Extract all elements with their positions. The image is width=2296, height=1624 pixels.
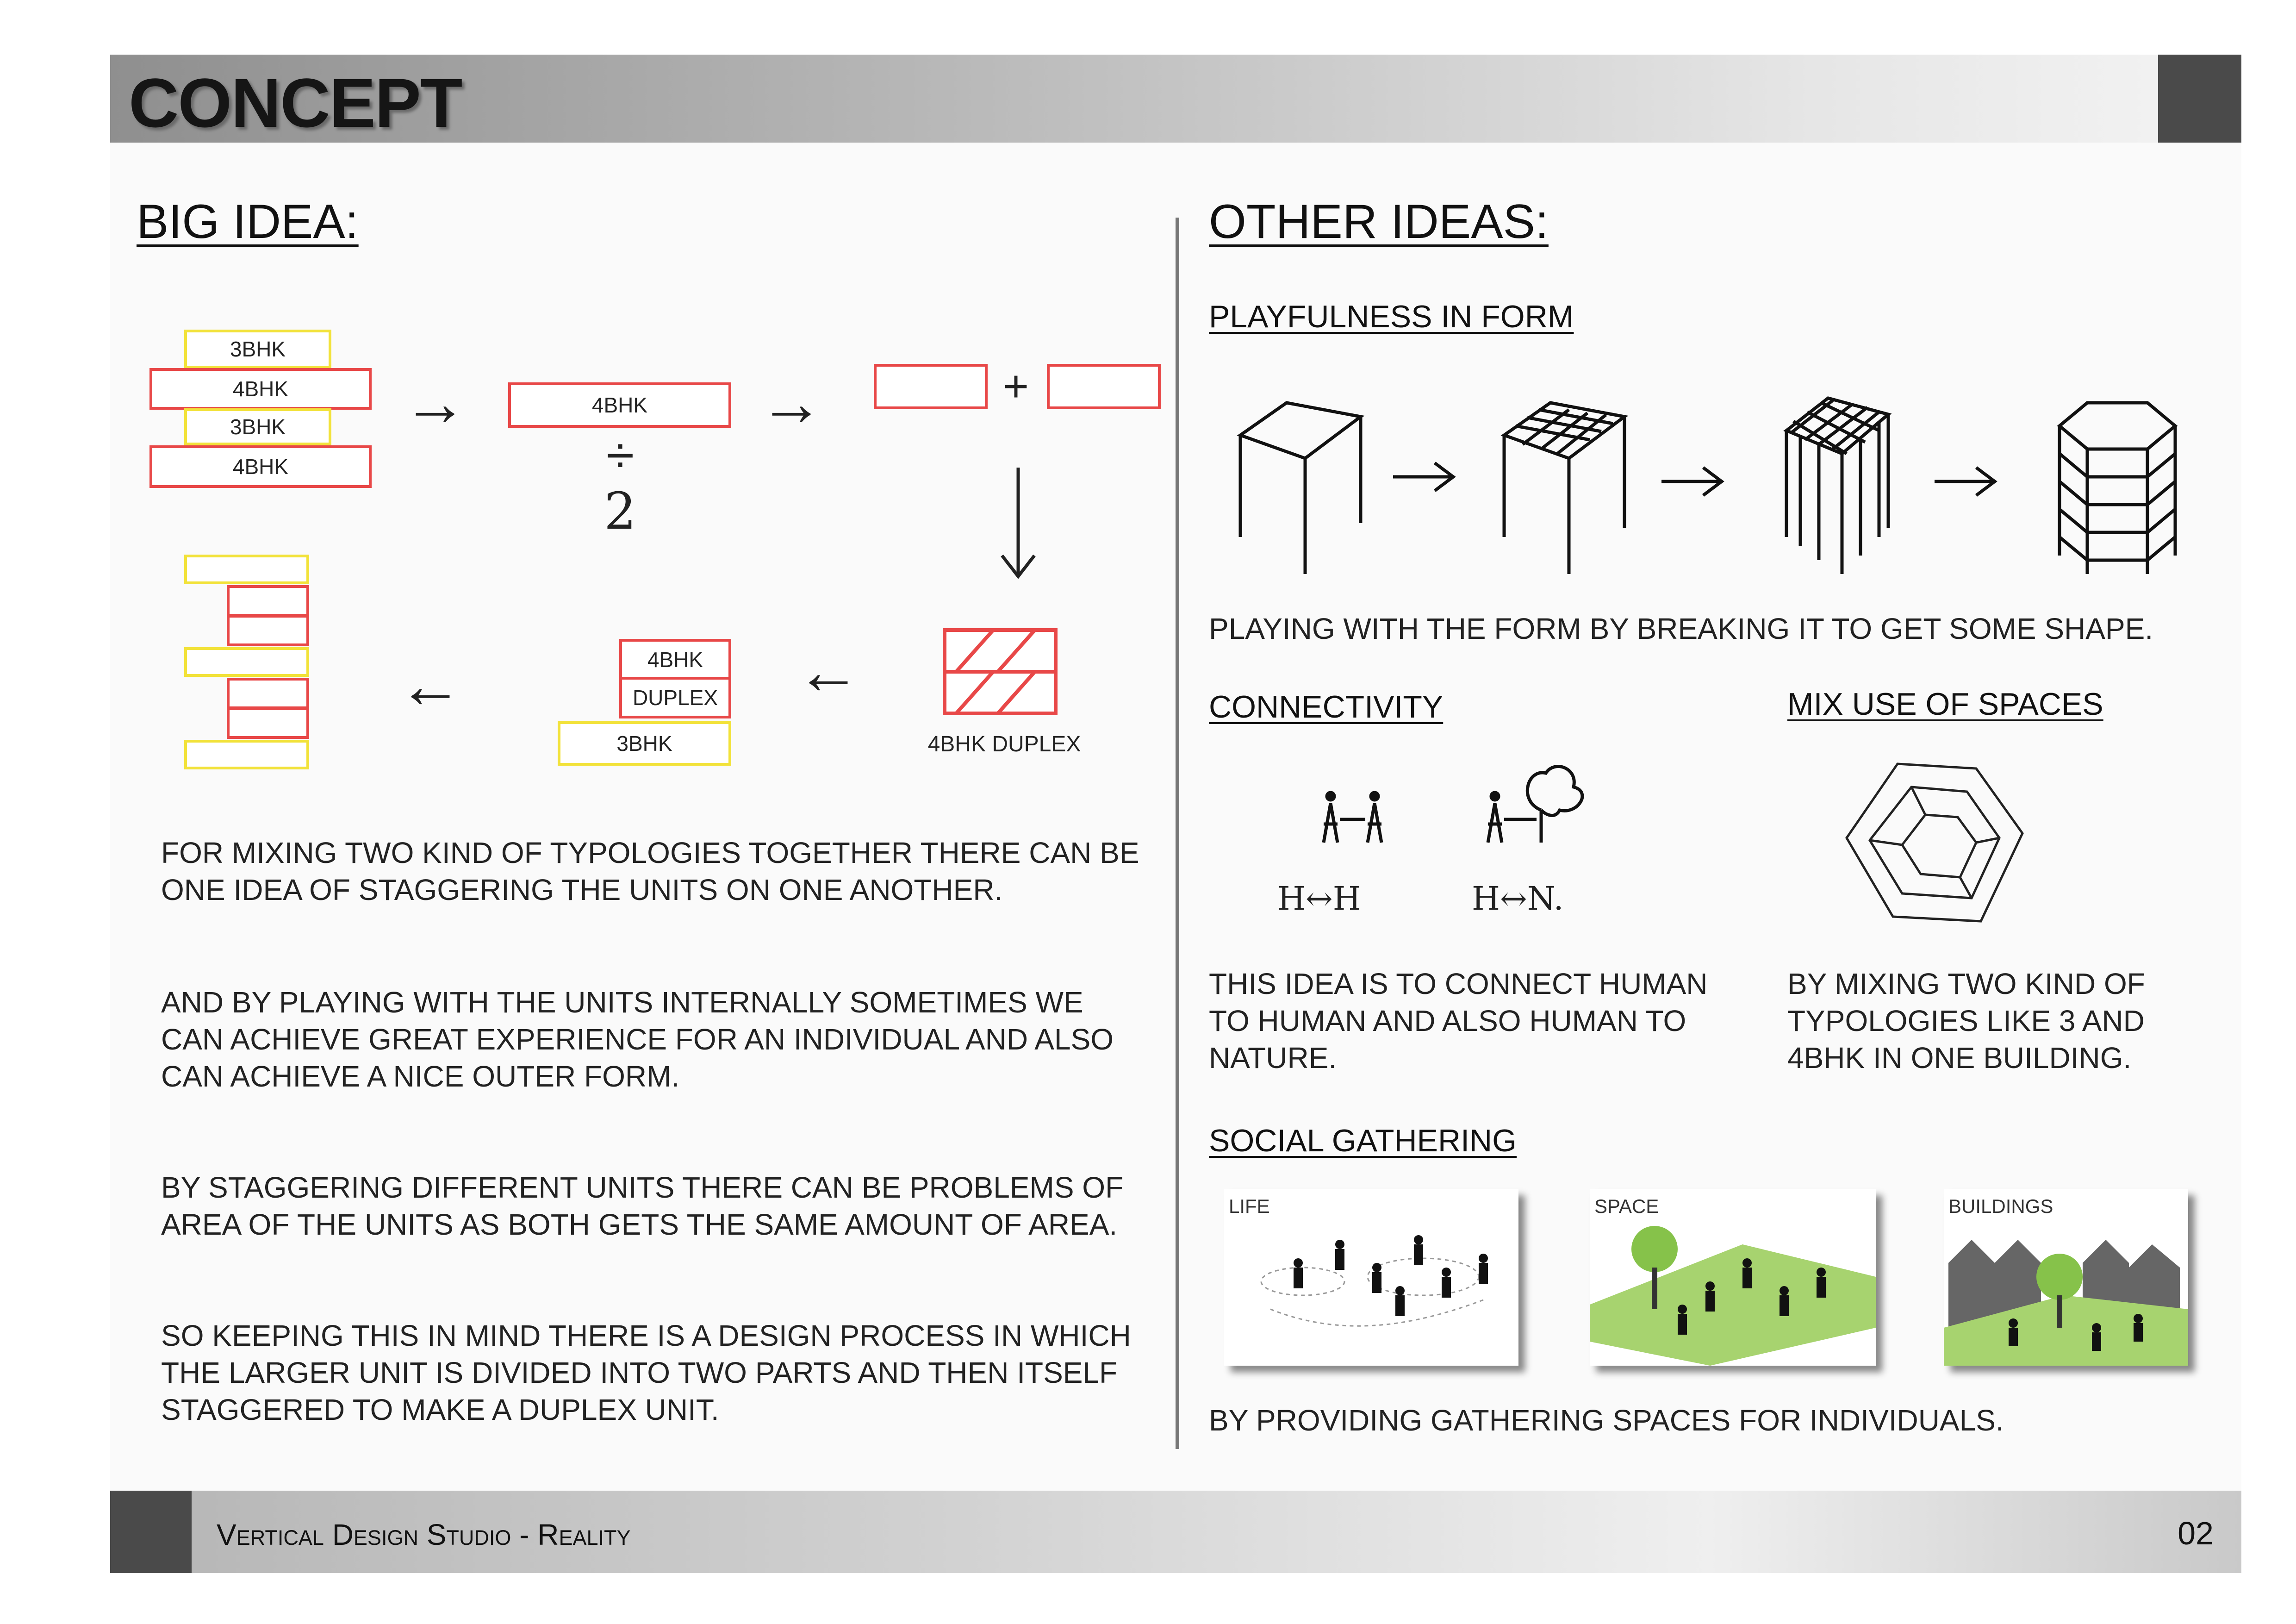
paragraph-playing-units: AND BY PLAYING WITH THE UNITS INTERNALLY SOMETIMES WE CAN ACHIEVE GREAT EXPERIENCE FOR AN INDIVIDUAL AND ALSO CAN ACHIEVE A NICE OUTER FORM.: [161, 986, 1114, 1093]
stagger-unit-3bhk-2: [184, 647, 309, 677]
unit-3bhk-top: 3BHK: [184, 330, 331, 369]
header-bar: [110, 55, 2241, 143]
arrow-right-icon: →: [403, 366, 467, 439]
column-divider: [1176, 218, 1179, 1449]
unit-half-a: [874, 364, 988, 409]
page-number: 02: [2178, 1515, 2214, 1551]
divide-number: 2: [604, 481, 636, 541]
human-to-human-sketch: [1277, 759, 1601, 898]
footer-bar: [110, 1491, 2241, 1573]
stagger-unit-3bhk-1: [184, 555, 309, 584]
arrow-left-icon: ←: [398, 649, 463, 721]
mix-use-text: BY MIXING TWO KIND OF TYPOLOGIES LIKE 3 AND 4BHK IN ONE BUILDING.: [1787, 967, 2145, 1074]
mixed-use-hexagon-sketch: [1837, 755, 2032, 940]
paragraph-design-process: SO KEEPING THIS IN MIND THERE IS A DESIGN PROCESS IN WHICH THE LARGER UNIT IS DIVIDED INTO TWO PARTS AND THEN ITSELF STAGGERED TO MAKE A DUPLEX UNIT.: [161, 1319, 1131, 1426]
mix-use-title: MIX USE OF SPACES: [1787, 687, 2103, 722]
connectivity-text: THIS IDEA IS TO CONNECT HUMAN TO HUMAN AND ALSO HUMAN TO NATURE.: [1209, 967, 1708, 1074]
divide-symbol: ÷: [606, 427, 635, 484]
stagger-unit-4bhk-1b: [227, 615, 309, 646]
arrow-right-icon: →: [759, 366, 824, 439]
studio-name: Vertical Design Studio - Reality: [217, 1518, 631, 1551]
other-ideas-heading: OTHER IDEAS:: [1209, 195, 1549, 249]
duplex-caption: 4BHK DUPLEX: [927, 732, 1081, 756]
stagger-unit-4bhk-2b: [227, 707, 309, 739]
unit-3bhk-bottom: 3BHK: [184, 408, 331, 445]
stagger-unit-3bhk-3: [184, 740, 309, 769]
unit-half-b: [1047, 364, 1161, 409]
playfulness-text: PLAYING WITH THE FORM BY BREAKING IT TO GET SOME SHAPE.: [1209, 612, 2153, 645]
arrow-down-icon: [995, 463, 1041, 583]
paragraph-staggering: FOR MIXING TWO KIND OF TYPOLOGIES TOGETHER THERE CAN BE ONE IDEA OF STAGGERING THE UNITS ON ONE ANOTHER.: [161, 836, 1139, 906]
connectivity-label-hh: H↔H: [1277, 880, 1361, 918]
social-gathering-title: SOCIAL GATHERING: [1209, 1123, 1517, 1158]
unit-4bhk-duplex-top: 4BHK: [619, 639, 731, 681]
photo-space: [1590, 1189, 1876, 1366]
playfulness-title: PLAYFULNESS IN FORM: [1209, 299, 1574, 334]
unit-duplex-bottom: DUPLEX: [619, 677, 731, 718]
photo-life: [1224, 1189, 1518, 1366]
page-title: CONCEPT: [129, 64, 462, 142]
stagger-unit-4bhk-2a: [227, 678, 309, 709]
unit-3bhk-mid: 3BHK: [558, 721, 731, 766]
photo-buildings-label: BUILDINGS: [1948, 1195, 2053, 1217]
unit-4bhk-top: 4BHK: [149, 368, 372, 410]
arrow-left-icon: ←: [796, 635, 861, 707]
duplex-hatch-icon: [942, 628, 1058, 720]
connectivity-label-hn: H↔N.: [1472, 880, 1564, 918]
header-corner-block: [2158, 55, 2241, 143]
footer-corner-block: [110, 1491, 192, 1573]
photo-buildings: [1944, 1189, 2188, 1366]
connectivity-title: CONNECTIVITY: [1209, 689, 1444, 725]
stagger-unit-4bhk-1a: [227, 585, 309, 617]
big-idea-heading: BIG IDEA:: [137, 195, 359, 249]
social-gathering-text: BY PROVIDING GATHERING SPACES FOR INDIVIDUALS.: [1209, 1404, 2004, 1437]
paragraph-area-problem: BY STAGGERING DIFFERENT UNITS THERE CAN BE PROBLEMS OF AREA OF THE UNITS AS BOTH GETS THE SAME AMOUNT OF AREA.: [161, 1171, 1124, 1241]
unit-4bhk-bottom: 4BHK: [149, 445, 372, 488]
photo-space-label: SPACE: [1594, 1195, 1659, 1217]
plus-symbol: +: [1002, 362, 1029, 411]
form-sketch-sequence: [1231, 389, 2184, 583]
photo-life-label: LIFE: [1229, 1195, 1270, 1217]
unit-4bhk-single: 4BHK: [508, 382, 731, 428]
